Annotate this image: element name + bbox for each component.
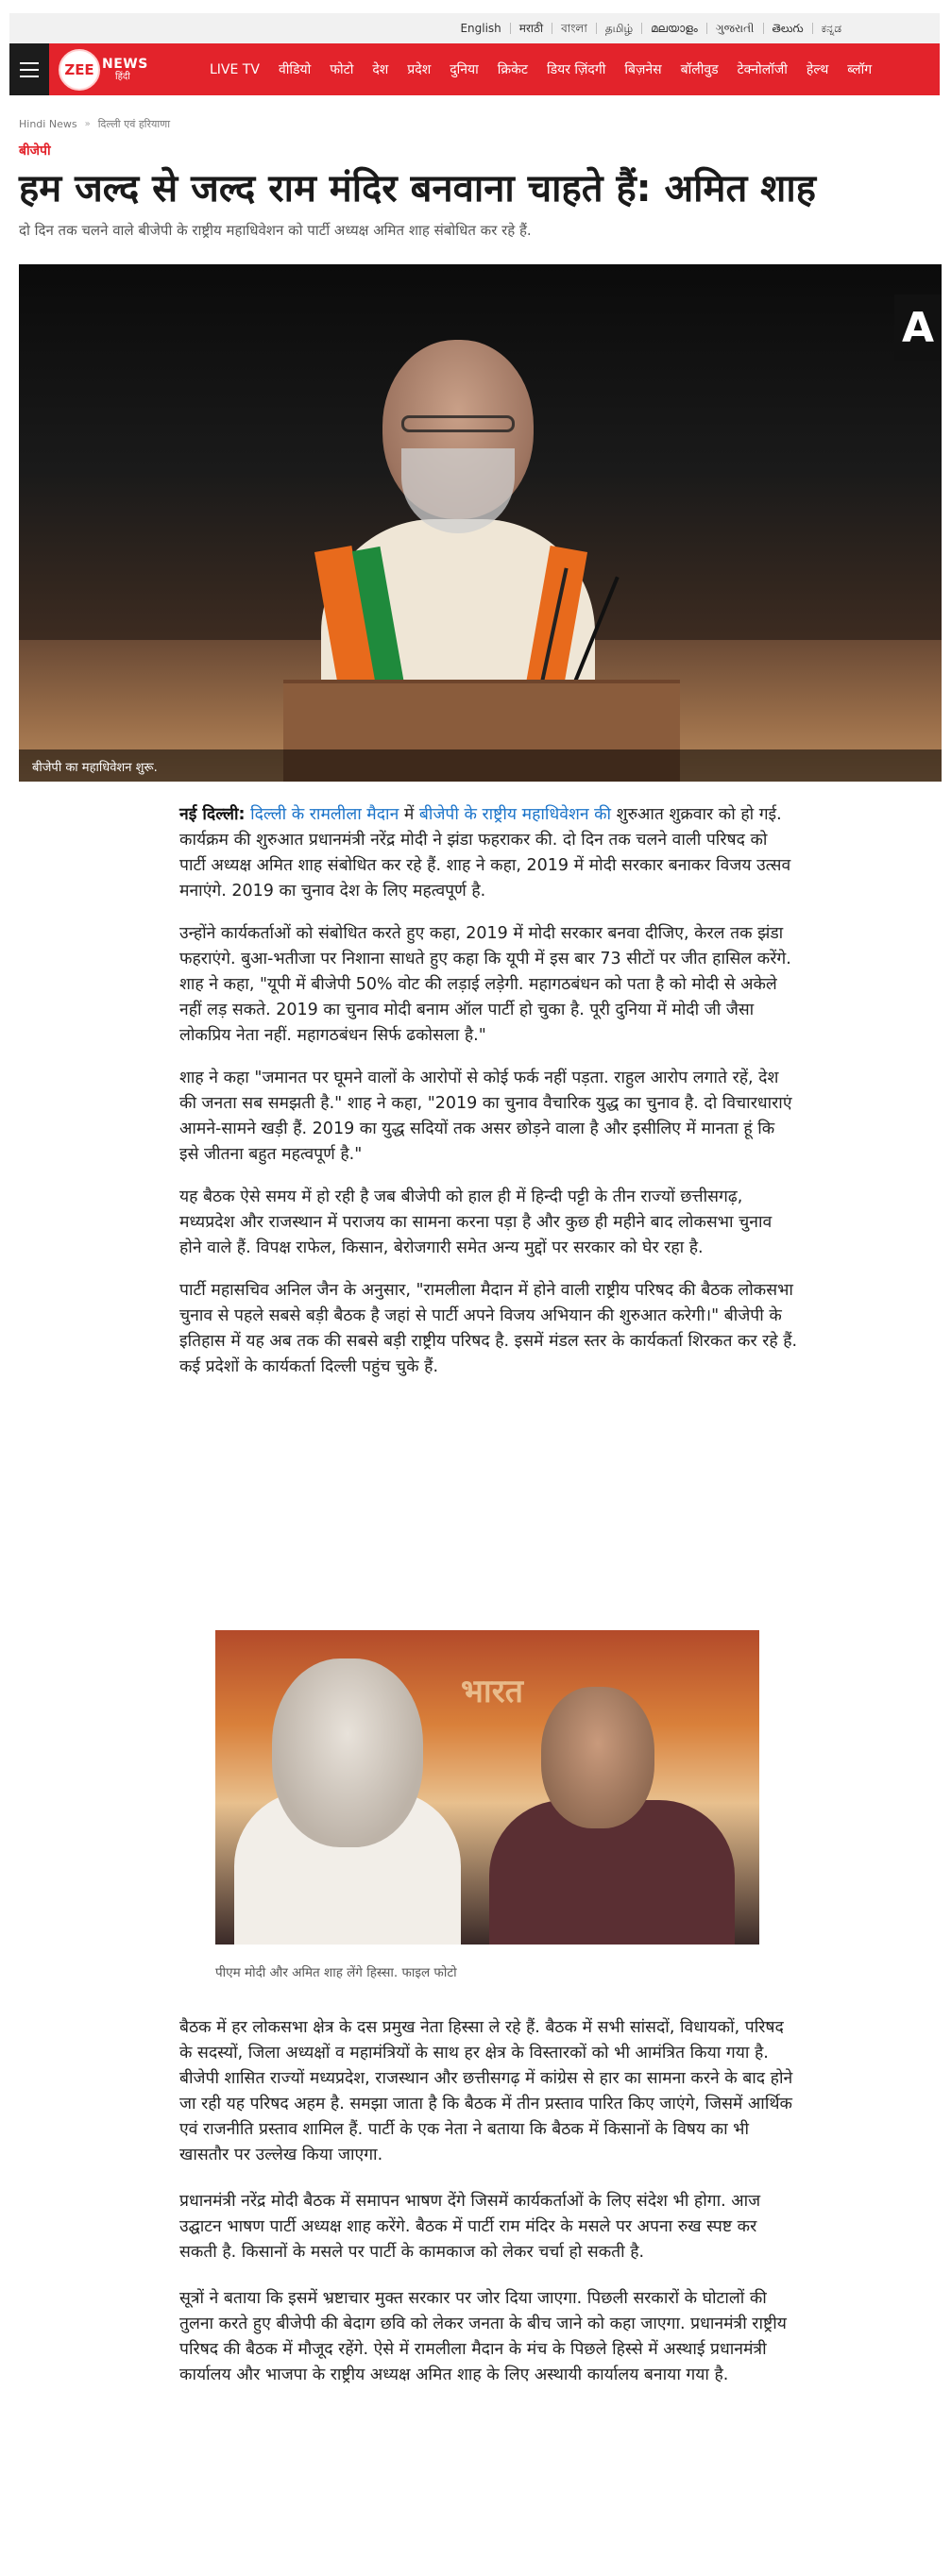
nav-pradesh[interactable]: प्रदेश — [407, 62, 432, 77]
lang-marathi[interactable]: मराठी — [511, 23, 552, 34]
article-paragraph: यह बैठक ऐसे समय में हो रही है जब बीजेपी को हाल ही में हिन्दी पट्टी के तीन राज्यों छत्तीसगढ़, मध्यप्रदेश और राजस्थान में पराजय का सामना करना पड़ा है और कुछ ही महीने बाद लोकसभा चुनाव होने वाले हैं. विपक्ष राफेल, किसान, बेरोजगारी समेत अन्य मुद्दों पर सरकार को घेर रहा है. — [179, 1187, 773, 1257]
article-body-continued — [179, 2015, 798, 2409]
nav-technology[interactable]: टेक्नोलॉजी — [737, 62, 788, 77]
article-paragraph: उन्होंने कार्यकर्ताओं को संबोधित करते हुए कहा, 2019 में मोदी सरकार बनवा दीजिए, केरल तक झंडा फहराएंगे. बुआ-भतीजा पर निशाना साधते हुए कहा कि यूपी में इस बार 73 सीटों पर जीत हासिल करेंगे. — [179, 924, 791, 968]
zee-news-logo[interactable] — [59, 43, 181, 95]
nav-desh[interactable]: देश — [372, 62, 389, 77]
ramlila-maidan-link[interactable]: दिल्ली के रामलीला मैदान — [250, 805, 399, 824]
nav-cricket[interactable]: क्रिकेट — [497, 62, 528, 77]
article-subhead: दो दिन तक चलने वाले बीजेपी के राष्ट्रीय महाधिवेशन को पार्टी अध्यक्ष अमित शाह संबोधित कर रहे हैं. — [19, 222, 532, 239]
nav-duniya[interactable]: दुनिया — [450, 62, 479, 77]
lang-malayalam[interactable]: മലയാളം — [642, 23, 707, 34]
nav-business[interactable]: बिज़नेस — [624, 62, 662, 77]
logo-news-text: NEWS — [102, 56, 148, 72]
article-paragraph: सूत्रों ने बताया कि इसमें भ्रष्टाचार मुक्त सरकार पर जोर दिया जाएगा. पिछली सरकारों के घोटालों की तुलना करते हुए बीजेपी की बेदाग छवि को लेकर जनता के बीच जाने को कहा जाएगा. प्रधानमंत्री राष्ट्रीय परिषद की बैठक में मौजूद रहेंगे. ऐसे में रामलीला मैदान के मंच के पिछले हिस्से में अस्थाई प्रधानमंत्री कार्यालय और भाजपा के राष्ट्रीय अध्यक्ष अमित शाह के लिए अस्थायी कार्यालय बनाया गया है. — [179, 2289, 787, 2384]
nav-health[interactable]: हेल्थ — [806, 62, 829, 77]
lang-kannada[interactable]: ಕನ್ನಡ — [821, 22, 841, 35]
logo-circle: ZEE — [59, 49, 100, 91]
bjp-convention-link[interactable]: बीजेपी के राष्ट्रीय महाधिवेशन की — [418, 805, 612, 824]
hero-caption: बीजेपी का महाधिवेशन शुरू. — [19, 749, 942, 782]
article-headline: हम जल्द से जल्द राम मंदिर बनवाना चाहते हैं: अमित शाह — [19, 167, 816, 210]
nav-blog[interactable]: ब्लॉग — [847, 62, 873, 77]
breadcrumb-section[interactable]: दिल्ली एवं हरियाणा — [97, 118, 171, 130]
article-paragraph: प्रधानमंत्री नरेंद्र मोदी बैठक में समापन भाषण देंगे जिसमें कार्यकर्ताओं के लिए संदेश भी होगा. आज उद्घाटन भाषण पार्टी अध्यक्ष शाह करेंगे. बैठक में पार्टी राम मंदिर के मसले पर अपना रुख स्पष्ट कर सकती है. किसानों के मसले पर पार्टी के कामकाज को लेकर चर्चा हो सकती है. — [179, 2192, 761, 2262]
dateline: नई दिल्ली: — [179, 805, 246, 824]
article-paragraph: नई दिल्ली: दिल्ली के रामलीला मैदान में बीजेपी के राष्ट्रीय महाधिवेशन की शुरुआत शुक्रवार को हो गई. कार्यक्रम की शुरुआत प्रधानमंत्री नरेंद्र मोदी ने झंडा फहराकर की. दो दिन तक चलने वाली परिषद को पार्टी अध्यक्ष अमित शाह संबोधित कर रहे हैं. शाह ने कहा, 2019 में मोदी सरकार बनाकर विजय उत्सव मनाएंगे. 2019 का चुनाव देश के लिए महत्वपूर्ण है. — [179, 805, 791, 901]
breadcrumb-home[interactable]: Hindi News — [19, 118, 77, 130]
article-paragraph: पार्टी महासचिव अनिल जैन के अनुसार, "रामलीला मैदान में होने वाली राष्ट्रीय परिषद की बैठक लोकसभा चुनाव से पहले सबसे बड़ी बैठक है जहां से पार्टी अपने विजय अभियान की शुरुआत करेगी।" बीजेपी के इतिहास में यह अब तक की सबसे बड़ी राष्ट्रीय परिषद है. इसमें मंडल स्तर के कार्यकर्ता शिरकत कर रहे हैं. कई प्रदेशों के कार्यकर्ता दिल्ली पहुंच चुके हैं. — [179, 1281, 798, 1376]
language-bar — [9, 13, 940, 43]
lang-tamil[interactable]: தமிழ் — [597, 23, 642, 34]
article-paragraph: शाह ने कहा, "यूपी में बीजेपी 50% वोट की लड़ाई लड़ेगी. महागठबंधन को पता है को मोदी से अकेले नहीं लड़ सकते. 2019 का चुनाव मोदी बनाम ऑल पार्टी हो चुका है. पूरी दुनिया में मोदी जी जैसा लोकप्रिय नेता नहीं. महागठबंधन सिर्फ ढकोसला है." — [179, 975, 777, 1045]
breadcrumb — [19, 117, 170, 131]
article-body — [179, 802, 798, 1397]
article-paragraph: बैठक में हर लोकसभा क्षेत्र के दस प्रमुख नेता हिस्सा ले रहे हैं. बैठक में सभी सांसदों, विधायकों, परिषद के सदस्यों, जिला अध्यक्षों व महामंत्रियों के साथ हर क्षेत्र के विस्तारकों को भी आमंत्रित किया गया है. बीजेपी शासित राज्यों मध्यप्रदेश, राजस्थान और छत्तीसगढ़ में कांग्रेस से हार का सामना करने के बाद होने जा रही यह परिषद अहम है. समझा जाता है कि बैठक में तीन प्रस्ताव पारित किए जाएंगे, जिसमें आर्थिक एवं राजनीति प्रस्ताव शामिल हैं. पार्टी के एक नेता ने बताया कि बैठक में किसानों के विषय का भी खासतौर पर उल्लेख किया जाएगा. — [179, 2018, 793, 2164]
inline-photo — [215, 1630, 759, 1945]
nav-photo[interactable]: फोटो — [330, 62, 354, 77]
lang-telugu[interactable]: తెలుగు — [764, 23, 813, 34]
channel-logo-tag: A — [894, 295, 942, 361]
nav-menu — [200, 60, 881, 78]
category-label[interactable]: बीजेपी — [19, 143, 51, 159]
main-navbar — [9, 43, 940, 95]
lang-bangla[interactable]: বাংলা — [552, 23, 597, 34]
article-paragraph: शाह ने कहा "जमानत पर घूमने वालों के आरोपों से कोई फर्क नहीं पड़ता. राहुल आरोप लगाते रहें, देश की जनता सब समझती है." शाह ने कहा, "2019 का चुनाव वैचारिक युद्ध का चुनाव है. दो विचारधाराएं आमने-सामने खड़ी हैं. 2019 का युद्ध सदियों तक असर छोड़ने वाला है और इसीलिए में मानता हूं कि इसे जीतना बहुत महत्वपूर्ण है." — [179, 1069, 792, 1164]
lang-gujarati[interactable]: ગુજરાતી — [707, 23, 764, 34]
nav-video[interactable]: वीडियो — [278, 62, 312, 77]
nav-live-tv[interactable]: LIVE TV — [210, 61, 260, 77]
logo-hindi-text: हिंदी — [115, 71, 130, 82]
photo-banner-text: भारत — [461, 1673, 523, 1710]
nav-dear-zindagi[interactable]: डियर ज़िंदगी — [546, 62, 606, 77]
hamburger-menu-icon[interactable] — [9, 43, 49, 95]
breadcrumb-separator-icon: » — [84, 119, 91, 129]
inline-photo-caption: पीएम मोदी और अमित शाह लेंगे हिस्सा. फाइल फोटो — [215, 1965, 457, 1980]
nav-bollywood[interactable]: बॉलीवुड — [680, 62, 719, 77]
hero-image — [19, 264, 942, 782]
lang-english[interactable]: English — [451, 23, 510, 34]
